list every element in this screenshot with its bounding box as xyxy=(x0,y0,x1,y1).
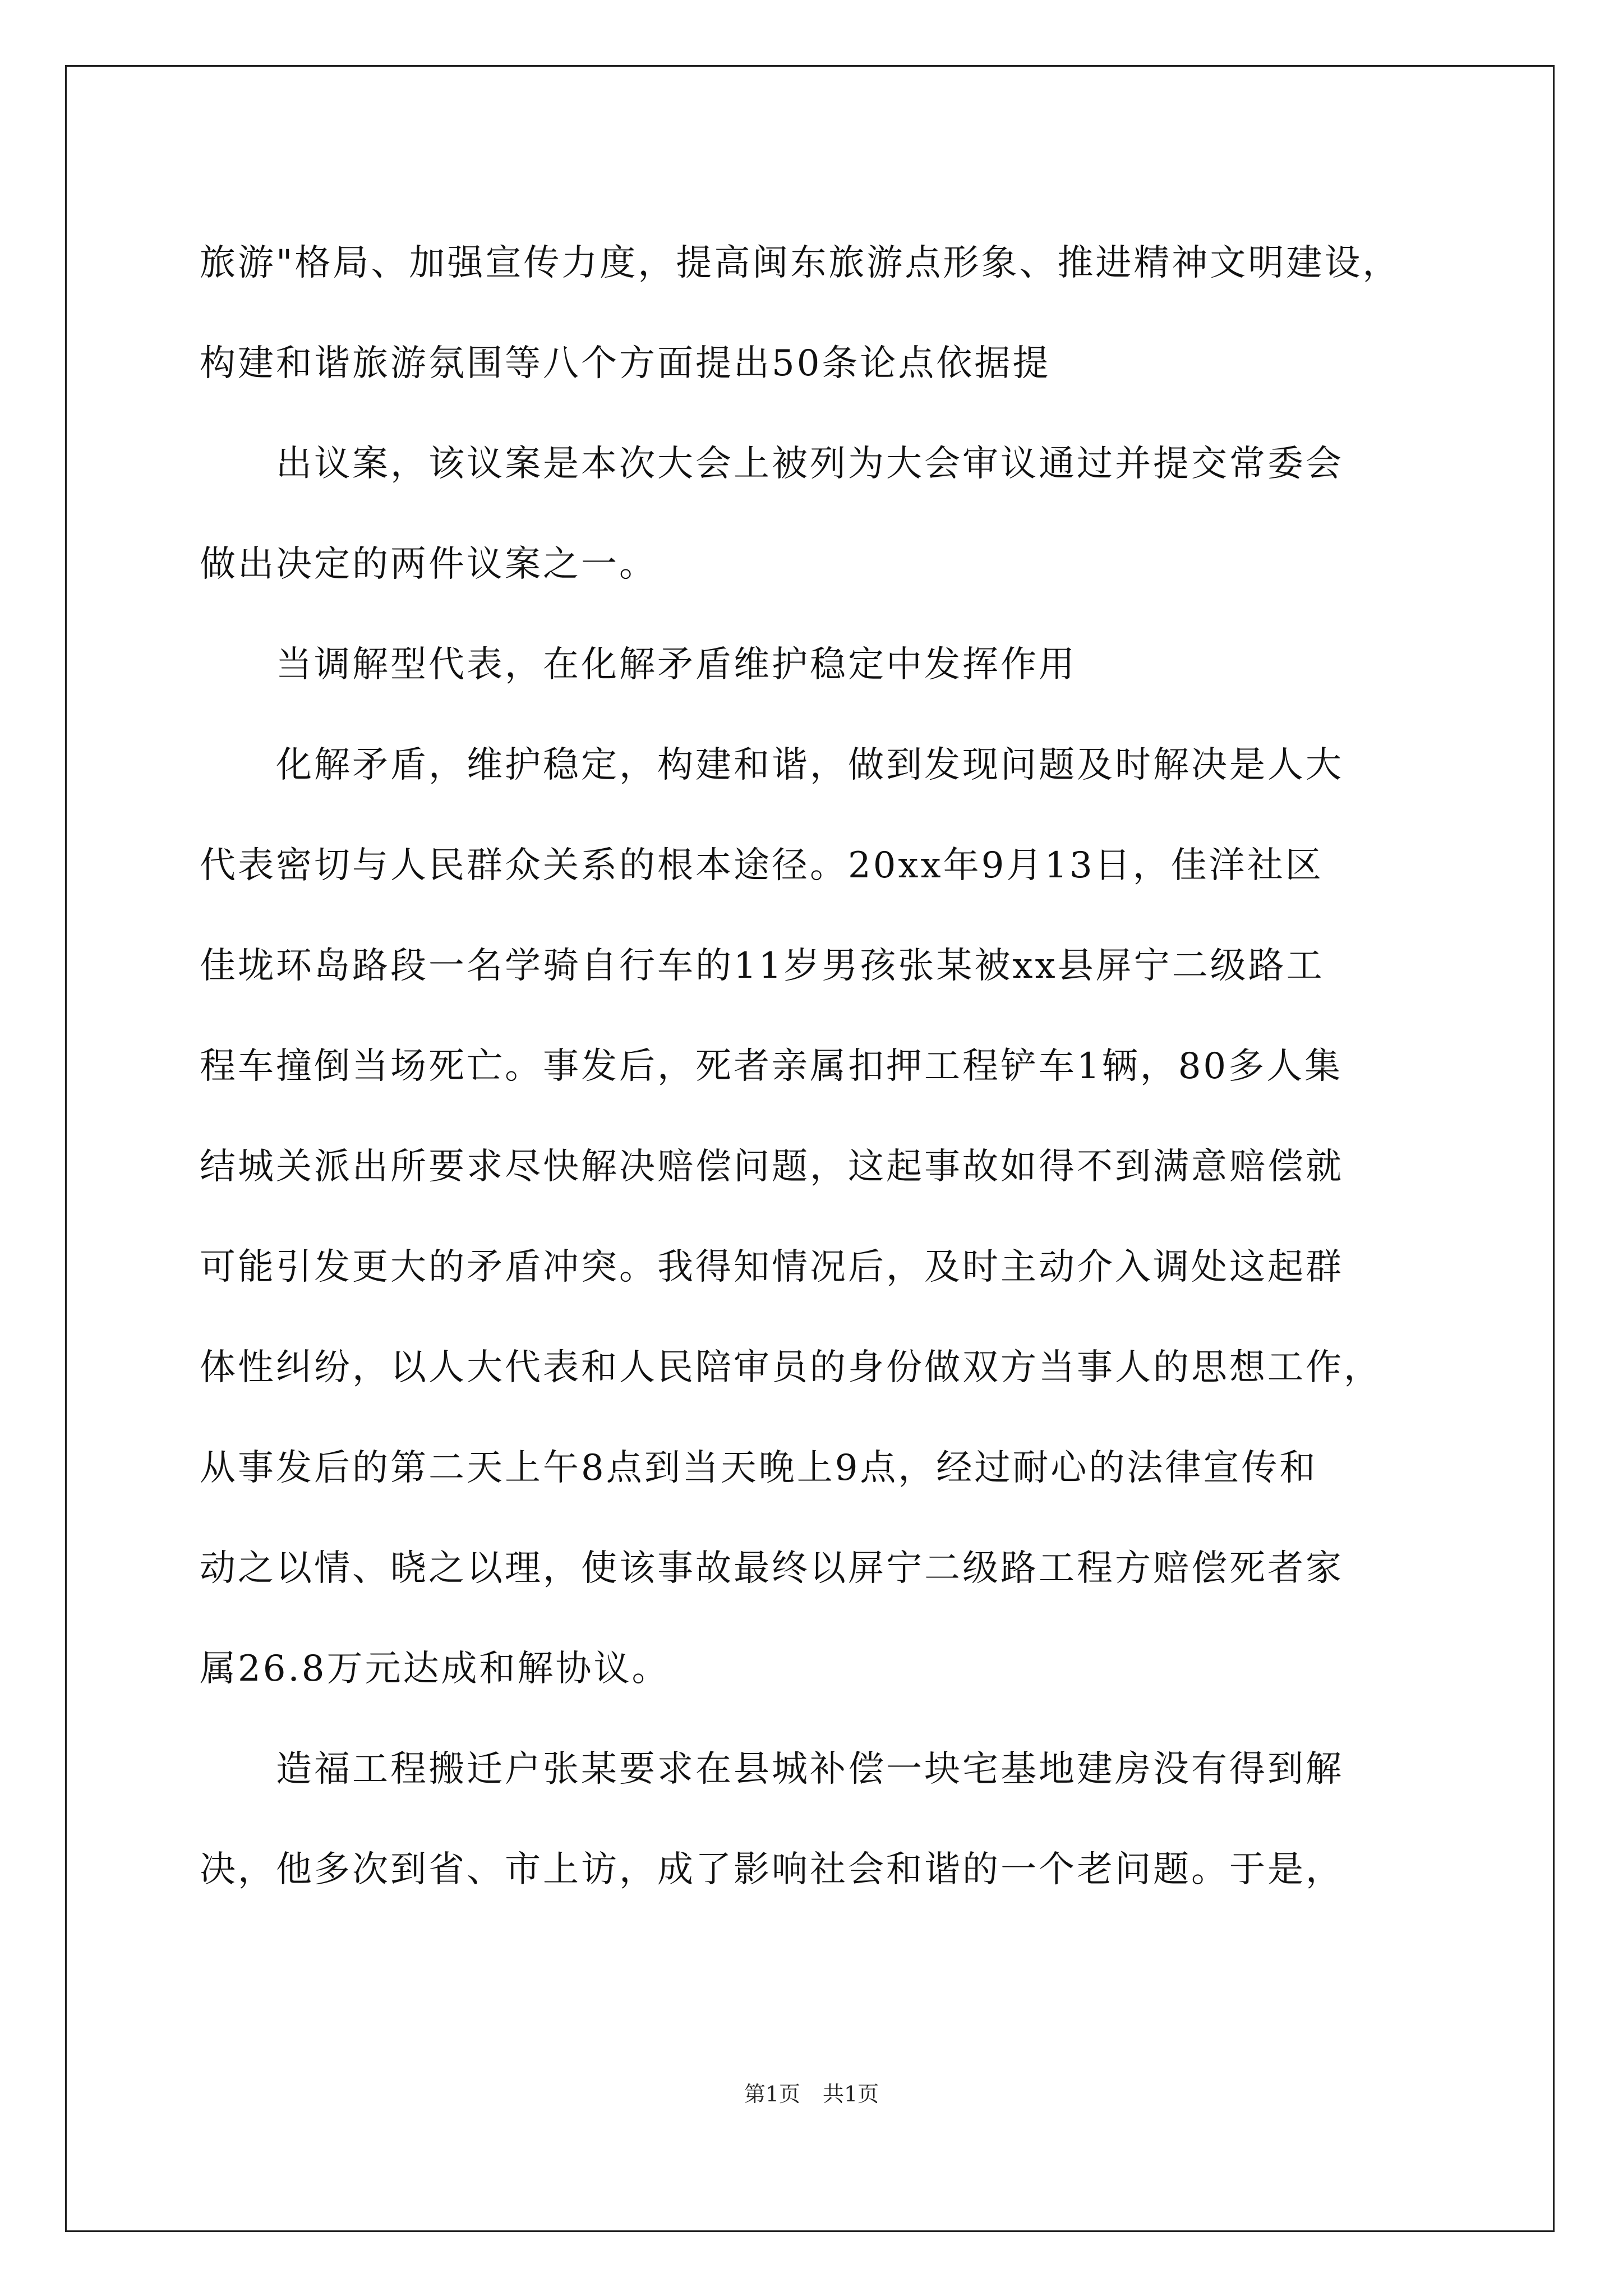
text-line: 决，他多次到省、市上访，成了影响社会和谐的一个老问题。于是， xyxy=(200,1849,1344,1890)
text-line: 体性纠纷，以人大代表和人民陪审员的身份做双方当事人的思想工作， xyxy=(200,1347,1382,1388)
text-line: 动之以情、晓之以理，使该事故最终以屏宁二级路工程方赔偿死者家 xyxy=(200,1548,1344,1589)
paragraph-start-line: 造福工程搬迁户张某要求在县城补偿一块宅基地建房没有得到解 xyxy=(276,1749,1344,1790)
text-line: 佳垅环岛路段一名学骑自行车的11岁男孩张某被xx县屏宁二级路工 xyxy=(200,945,1325,987)
text-line: 从事发后的第二天上午8点到当天晚上9点，经过耐心的法律宣传和 xyxy=(200,1447,1318,1489)
page-total: 共1页 xyxy=(823,2082,879,2106)
document-body xyxy=(200,213,1433,1920)
text-line: 程车撞倒当场死亡。事发后，死者亲属扣押工程铲车1辆，80多人集 xyxy=(200,1046,1343,1087)
page-footer xyxy=(0,2080,1623,2108)
text-line: 结城关派出所要求尽快解决赔偿问题，这起事故如得不到满意赔偿就 xyxy=(200,1146,1344,1188)
paragraph-start-line: 出议案，该议案是本次大会上被列为大会审议通过并提交常委会 xyxy=(276,443,1344,485)
page-number: 第1页 xyxy=(744,2082,800,2106)
text-line: 旅游"格局、加强宣传力度，提高闽东旅游点形象、推进精神文明建设， xyxy=(200,242,1401,284)
text-line: 做出决定的两件议案之一。 xyxy=(200,544,657,585)
text-line: 属26.8万元达成和解协议。 xyxy=(200,1648,670,1690)
text-line: 可能引发更大的矛盾冲突。我得知情况后，及时主动介入调处这起群 xyxy=(200,1246,1344,1288)
text-line: 构建和谐旅游氛围等八个方面提出50条论点依据提 xyxy=(200,343,1051,384)
section-heading: 当调解型代表，在化解矛盾维护稳定中发挥作用 xyxy=(276,644,1077,685)
paragraph-start-line: 化解矛盾，维护稳定，构建和谐，做到发现问题及时解决是人大 xyxy=(276,744,1344,786)
text-line: 代表密切与人民群众关系的根本途径。20xx年9月13日，佳洋社区 xyxy=(200,845,1324,886)
